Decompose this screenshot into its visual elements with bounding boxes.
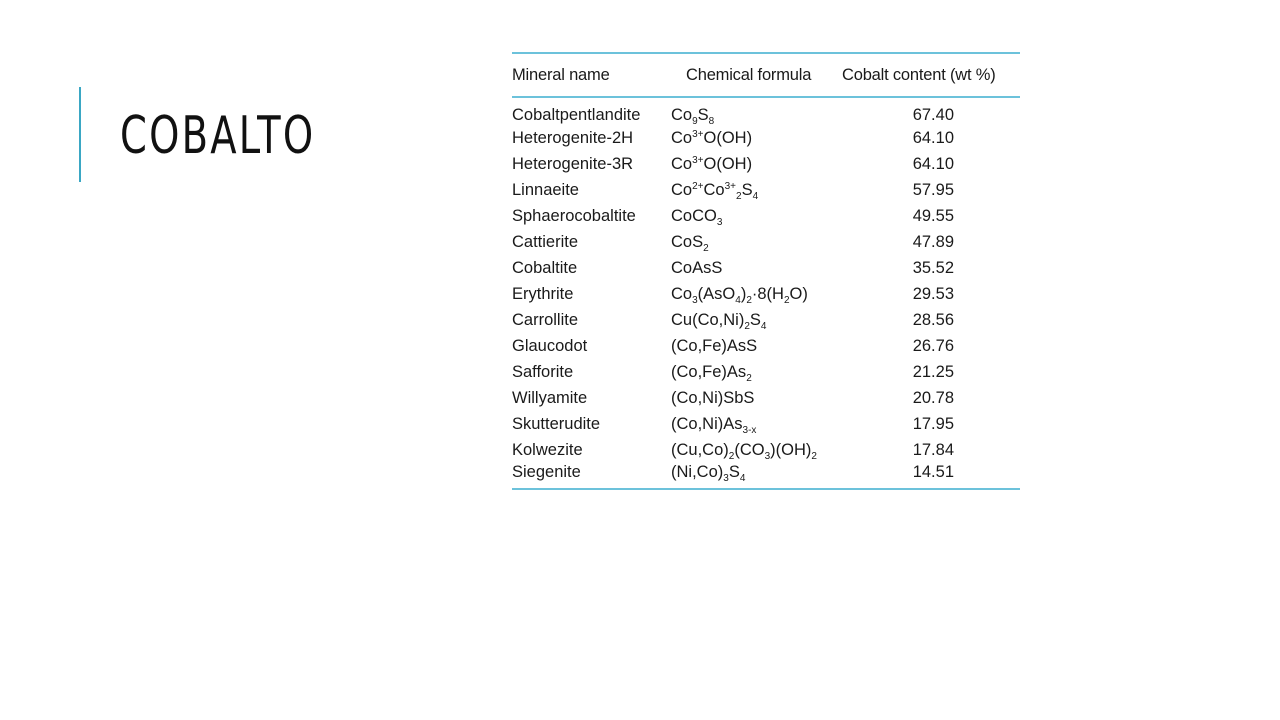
formula-part: 2 [746,294,752,306]
formula-part: 4 [752,190,759,202]
formula-part: Co [671,154,693,173]
formula-part: S [741,180,753,199]
slide-title: COBALTO [120,106,316,166]
chemical-formula-cell [670,463,842,489]
formula-part: O(OH) [703,128,753,147]
table-body [512,97,1020,489]
formula-part: (Co,Ni)As [671,414,743,433]
cobalt-content-cell: 49.55 [912,206,954,225]
chemical-formula-cell [670,203,842,229]
table-row [512,203,1020,229]
formula-part: 4 [739,473,746,484]
formula-part: )(OH) [770,440,812,459]
formula-part: CoCO [671,206,717,225]
formula-part: (Co,Fe)As [671,362,747,381]
header-mineral-name: Mineral name [512,53,670,97]
chemical-formula-cell [670,177,842,203]
table-row [512,437,1020,463]
formula-part: 9 [692,116,698,127]
cobalt-content-cell: 17.95 [912,414,954,433]
formula-part: 2 [703,242,709,254]
cobalt-content-cell: 35.52 [912,258,954,277]
chemical-formula-cell [670,385,842,411]
formula-part: CoS [671,232,704,251]
table-row [512,255,1020,281]
formula-part: S [697,106,709,124]
formula-part: 2 [736,190,742,202]
formula-part: ) [740,284,747,303]
cobalt-content-cell: 29.53 [912,284,954,303]
chemical-formula-cell [670,437,842,463]
chemical-formula-cell [670,255,842,281]
mineral-name-cell: Cobaltite [512,258,578,277]
cobalt-minerals-table [512,52,1020,490]
formula-part: 2 [811,450,817,462]
cobalt-content-cell: 64.10 [912,154,954,173]
table-row [512,177,1020,203]
formula-part: S [728,463,740,481]
cobalt-content-cell: 20.78 [912,388,954,407]
mineral-name-cell: Linnaeite [512,180,579,199]
formula-part: (Ni,Co) [671,463,724,481]
formula-part: (Co,Ni)SbS [671,388,755,407]
chemical-formula-cell [670,411,842,437]
formula-part: (AsO [697,284,736,303]
table-row [512,125,1020,151]
formula-part: Co [671,128,693,147]
formula-part: 3+ [692,128,704,140]
header-chemical-formula: Chemical formula [670,53,842,97]
mineral-name-cell: Willyamite [512,388,588,407]
formula-part: CoAsS [671,258,723,277]
formula-part: S [749,310,761,329]
formula-part: 2 [728,450,735,462]
formula-part: Co [671,180,693,199]
table-row [512,151,1020,177]
formula-part: 3-x [742,424,757,436]
formula-part: 3+ [692,154,704,166]
cobalt-content-cell: 47.89 [912,232,954,251]
formula-part: O(OH) [703,154,753,173]
mineral-name-cell: Kolwezite [512,440,583,459]
mineral-name-cell: Heterogenite-3R [512,154,634,173]
table-row [512,333,1020,359]
header-cobalt-content: Cobalt content (wt %) [842,53,1020,97]
mineral-name-cell: Carrollite [512,310,579,329]
mineral-name-cell: Siegenite [512,463,670,489]
formula-part: 3 [723,473,729,484]
formula-part: 8 [708,116,715,127]
mineral-name-cell: Skutterudite [512,414,601,433]
formula-part: Co [703,180,725,199]
mineral-name-cell: Sphaerocobaltite [512,206,636,225]
chemical-formula-cell [670,333,842,359]
formula-part: O) [789,284,808,303]
cobalt-content-cell: 64.10 [912,128,954,147]
formula-part: (Co,Fe)AsS [671,336,758,355]
formula-part: 3 [716,216,723,228]
table-row [512,411,1020,437]
table-row [512,463,1020,489]
cobalt-content-cell: 57.95 [912,180,954,199]
cobalt-content-cell: 28.56 [912,310,954,329]
mineral-name-cell: Cobaltpentlandite [512,106,641,124]
mineral-name-cell: Heterogenite-2H [512,128,634,147]
formula-part: Cu(Co,Ni) [671,310,745,329]
table-row [512,281,1020,307]
chemical-formula-cell [670,151,842,177]
formula-part: 3 [692,294,698,306]
chemical-formula-cell [670,125,842,151]
formula-part: 2+ [692,180,704,192]
chemical-formula-cell [670,307,842,333]
chemical-formula-cell [670,97,842,125]
formula-part: 2 [744,320,750,332]
mineral-name-cell: Cattierite [512,232,579,251]
formula-part: 4 [735,294,741,306]
cobalt-content-cell: 67.40 [912,106,954,124]
formula-part: ·8(H [751,284,784,303]
table-row [512,385,1020,411]
table-row [512,97,1020,125]
cobalt-minerals-table-container [512,52,1020,490]
chemical-formula-cell [670,359,842,385]
table-row [512,229,1020,255]
chemical-formula-cell [670,281,842,307]
chemical-formula-cell [670,229,842,255]
cobalt-content-cell: 17.84 [912,440,954,459]
formula-part: Co [671,284,693,303]
cobalt-content-cell: 14.51 [842,463,1020,489]
formula-part: (Cu,Co) [671,440,729,459]
cobalt-content-cell: 26.76 [912,336,954,355]
table-row [512,307,1020,333]
formula-part: 4 [760,320,767,332]
table-header-row [512,53,1020,97]
formula-part: 2 [783,294,790,306]
mineral-name-cell: Erythrite [512,284,574,303]
formula-part: (CO [734,440,765,459]
formula-part: 3 [764,450,771,462]
formula-part: 3+ [724,180,736,192]
cobalt-content-cell: 21.25 [912,362,954,381]
mineral-name-cell: Safforite [512,362,574,381]
formula-part: 2 [746,372,752,384]
table-row [512,359,1020,385]
mineral-name-cell: Glaucodot [512,336,588,355]
title-accent-bar [79,87,81,182]
formula-part: Co [671,106,693,124]
